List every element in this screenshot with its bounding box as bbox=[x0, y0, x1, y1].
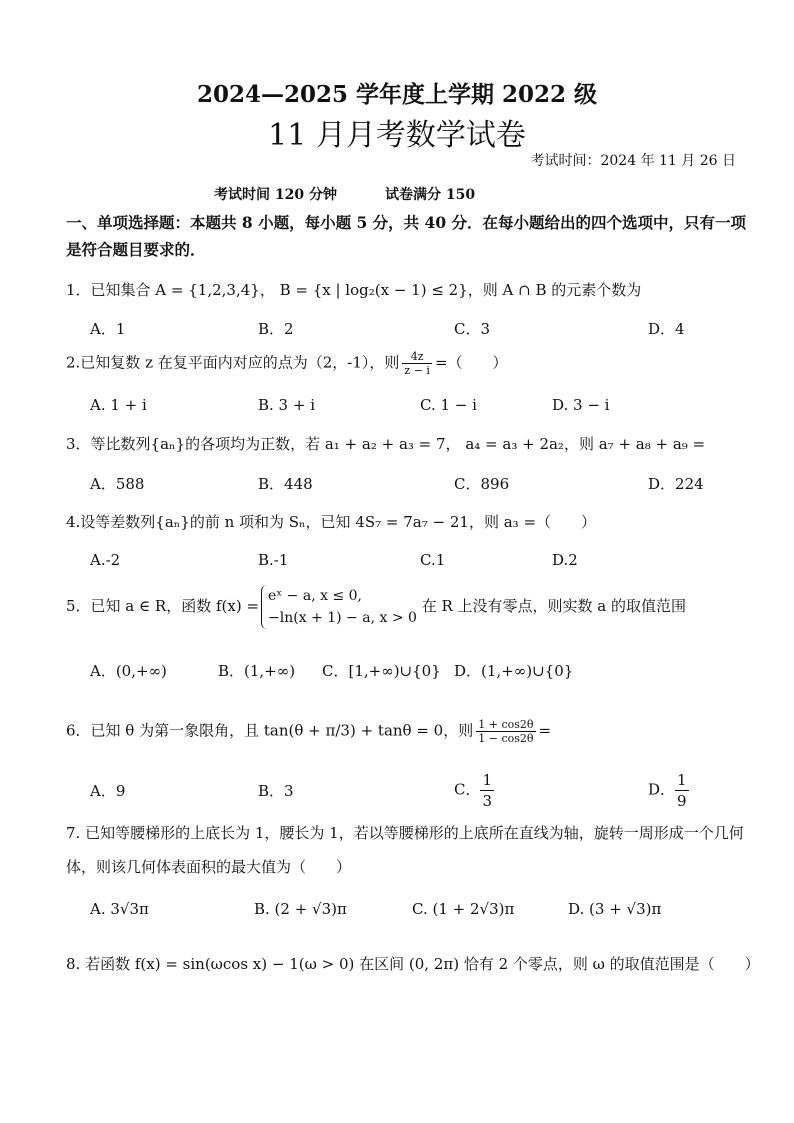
q5-option-d: D．(1,+∞)∪{0} bbox=[454, 662, 574, 680]
q5-case-1: eˣ − a, x ≤ 0, bbox=[268, 588, 362, 604]
question-8-stem: 8. 若函数 f(x) = sin(ωcos x) − 1(ω > 0) 在区间 (0, 2π) 恰有 2 个零点，则 ω 的取值范围是（ ） bbox=[66, 955, 760, 973]
q1-option-c: C．3 bbox=[454, 320, 491, 338]
question-2-stem bbox=[66, 350, 508, 377]
q2-fraction bbox=[402, 350, 432, 377]
q6-option-d bbox=[648, 770, 689, 811]
q5-stem-before: 5．已知 a ∈ R，函数 f(x) = bbox=[66, 597, 260, 615]
q6-option-d-fraction bbox=[675, 770, 689, 811]
q7-option-c: C. (1 + 2√3)π bbox=[412, 900, 515, 918]
question-3-stem: 3．等比数列{aₙ}的各项均为正数，若 a₁ + a₂ + a₃ = 7， a₄ = a₃ + 2a₂，则 a₇ + a₈ + a₉ = bbox=[66, 435, 706, 453]
exam-full-score: 试卷满分 150 bbox=[384, 187, 476, 203]
q6-option-d-num: 1 bbox=[677, 771, 687, 789]
q5-option-a: A．(0,+∞) bbox=[90, 662, 167, 680]
q4-option-b: B.-1 bbox=[258, 551, 289, 569]
q6-option-c-num: 1 bbox=[482, 771, 493, 789]
q5-piecewise bbox=[261, 585, 417, 629]
q6-option-b: B．3 bbox=[258, 782, 294, 800]
q3-option-a: A．588 bbox=[90, 475, 145, 493]
exam-title-line2: 11 月月考数学试卷 bbox=[268, 118, 526, 153]
question-7-stem: 7. 已知等腰梯形的上底长为 1，腰长为 1，若以等腰梯形的上底所在直线为轴，旋转一周形成一个几何体，则该几何体表面积的最大值为（ ） bbox=[66, 824, 744, 876]
q6-frac-num: 1 + cos2θ bbox=[478, 718, 534, 731]
q4-option-d: D.2 bbox=[552, 551, 578, 569]
question-6-stem bbox=[66, 718, 551, 745]
q3-option-c: C．896 bbox=[454, 475, 510, 493]
q4-option-c: C.1 bbox=[420, 551, 446, 569]
q6-option-c-fraction bbox=[480, 770, 494, 811]
q6-option-d-letter: D． bbox=[648, 780, 676, 799]
q6-option-a: A．9 bbox=[90, 782, 126, 800]
section-heading: 一、单项选择题：本题共 8 小题，每小题 5 分，共 40 分．在每小题给出的四个选项中，只有一项是符合题目要求的． bbox=[66, 213, 747, 259]
exam-title-line1: 2024—2025 学年度上学期 2022 级 bbox=[196, 81, 598, 108]
q4-option-a: A.-2 bbox=[90, 551, 121, 569]
q2-option-a: A. 1 + i bbox=[90, 396, 147, 414]
question-5-stem bbox=[66, 585, 686, 629]
q5-case-2: −ln(x + 1) − a, x > 0 bbox=[268, 610, 417, 626]
q7-option-a: A. 3√3π bbox=[90, 900, 149, 918]
q1-option-a: A．1 bbox=[90, 320, 126, 338]
q2-option-d: D. 3 − i bbox=[552, 396, 610, 414]
q2-option-c: C. 1 − i bbox=[420, 396, 477, 414]
q2-stem-after: =（ ） bbox=[434, 353, 508, 372]
q6-option-c-letter: C． bbox=[454, 780, 481, 799]
q6-frac-den: 1 − cos2θ bbox=[478, 732, 534, 745]
q5-option-c: C．[1,+∞)∪{0} bbox=[322, 662, 441, 680]
exam-meta bbox=[214, 184, 475, 204]
q3-option-d: D．224 bbox=[648, 475, 704, 493]
q6-stem-after: = bbox=[538, 721, 552, 740]
q3-option-b: B．448 bbox=[258, 475, 313, 493]
q2-stem-before: 2.已知复数 z 在复平面内对应的点为（2，-1），则 bbox=[66, 353, 400, 372]
q7-option-b: B. (2 + √3)π bbox=[254, 900, 347, 918]
q5-stem-after: 在 R 上没有零点，则实数 a 的取值范围 bbox=[421, 597, 687, 615]
q6-stem-before: 6．已知 θ 为第一象限角，且 tan(θ + π/3) + tanθ = 0，则 bbox=[66, 721, 474, 740]
q6-option-d-den: 9 bbox=[677, 792, 687, 810]
q5-option-b: B．(1,+∞) bbox=[218, 662, 296, 680]
q1-option-d: D．4 bbox=[648, 320, 685, 338]
q6-fraction bbox=[476, 718, 535, 745]
question-1-stem: 1．已知集合 A = {1,2,3,4}， B = {x | log₂(x − 1) ≤ 2}，则 A ∩ B 的元素个数为 bbox=[66, 281, 642, 299]
q6-option-c bbox=[454, 770, 494, 811]
question-4-stem: 4.设等差数列{aₙ}的前 n 项和为 Sₙ，已知 4S₇ = 7a₇ − 21，则 a₃ =（ ） bbox=[66, 513, 597, 531]
q2-frac-num: 4z bbox=[402, 350, 432, 364]
q6-option-c-den: 3 bbox=[482, 792, 493, 810]
q2-frac-den: z − i bbox=[404, 364, 430, 377]
q1-option-b: B．2 bbox=[258, 320, 294, 338]
exam-date: 考试时间：2024 年 11 月 26 日 bbox=[530, 153, 736, 169]
q2-option-b: B. 3 + i bbox=[258, 396, 316, 414]
exam-duration: 考试时间 120 分钟 bbox=[214, 187, 337, 203]
q7-option-d: D. (3 + √3)π bbox=[568, 900, 662, 918]
